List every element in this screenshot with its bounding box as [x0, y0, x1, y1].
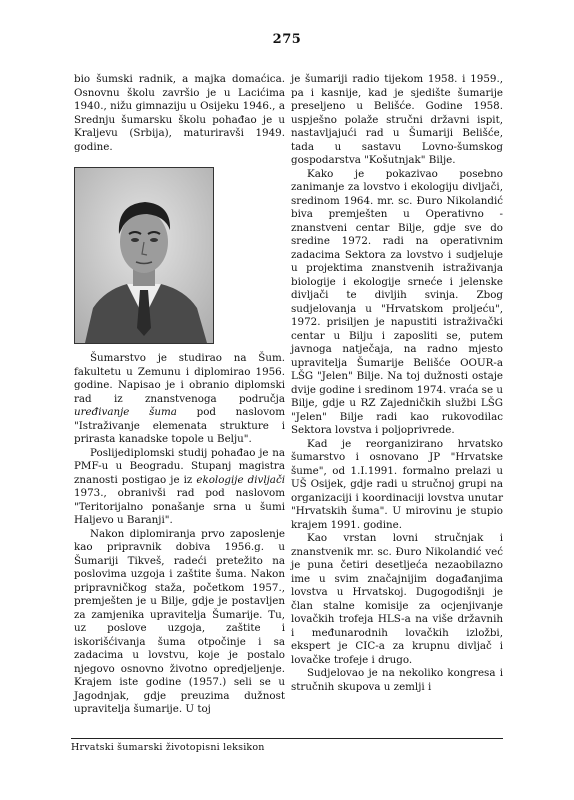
left-column	[74, 73, 285, 717]
footer-rule	[71, 738, 503, 739]
text-run: pod naslovom "Istraživanje elemenata strukture i prirasta kanadske topole u Belju".	[74, 406, 286, 445]
text-run: Poslijediplomski studij pohađao je na PMF-u u Beogradu. Stupanj magistra znanosti postigao je iz	[74, 446, 285, 486]
footer-title: Hrvatski šumarski životopisni leksikon	[71, 742, 265, 753]
emphasis-text: ekologije divljači	[196, 473, 286, 486]
text-run: Šumarstvo je studirao na Šum. fakultetu u Zemunu i diplomirao 1956. godine. Napisao je i obranio diplomski rad iz znanstvenoga područja	[74, 352, 285, 405]
right-paragraph-expert: Kao vrstan lovni stručnjak i znanstvenik mr. sc. Đuro Nikolandić već je puna četiri desetljeća nezaobilazno ime u svim značajnijim događanjima lovstva u Hrvatskoj. Dugogodišnji je član stalne komisije za ocjenjivanje lovačkih trofeja HLS-a na više državnih i međunarodnih lovačkih izložbi, ekspert je CIC-a za krupnu divljač i lovačke trofeje i drugo.	[291, 532, 503, 666]
right-column	[291, 73, 503, 694]
left-paragraph-career: Nakon diplomiranja prvo zaposlenje kao pripravnik dobiva 1956.g. u Šumariji Tikveš, radeći pretežito na poslovima uzgoja i zaštite šuma. Nakon pripravničkog staža, početkom 1957., premješten je u Bilje, gdje je postavljen za zamjenika upravitelja Šumarije. Tu, uz poslove uzgoja, zaštite i iskorišćivanja šuma otpočinje i sa zadacima u lovstvu, koje je postalo njegovo osnovno životno opredjeljenje. Krajem iste godine (1957.) seli se u Jagodnjak, gdje preuzima dužnost upravitelja šumarije. U toj	[74, 527, 285, 715]
left-paragraph-intro: bio šumski radnik, a majka domaćica. Osnovnu školu završio je u Lacićima 1940., nižu gimnaziju u Osijeku 1946., a Srednju šumarsku školu pohađao je u Kraljevu (Srbija), maturiravši 1949. godine.	[74, 73, 285, 153]
page-number: 275	[272, 32, 302, 47]
right-paragraph-continuation: je šumariji radio tijekom 1958. i 1959., pa i kasnije, kad je sjedište šumarije preseljeno u Belišće. Godine 1958. uspješno polaže stručni državni ispit, nastavljajući rad u Šumariji Belišće, tada u sastavu Lovno-šumskog gospodarstva "Košutnjak" Bilje.	[291, 73, 503, 166]
left-paragraph-postgraduate	[74, 447, 285, 528]
right-paragraph-reorganization: Kad je reorganizirano hrvatsko šumarstvo i osnovano JP "Hrvatske šume", od 1.I.1991. formalno prelazi u UŠ Osijek, gdje radi u stručnoj grupi na organizaciji i koordinaciji lovstva unutar "Hrvatskih šuma". U mirovinu je stupio krajem 1991. godine.	[291, 437, 503, 531]
right-paragraph-congresses: Sudjelovao je na nekoliko kongresa i stručnih skupova u zemlji i	[291, 667, 503, 693]
portrait-image	[75, 168, 213, 343]
right-paragraph-hunting: Kako je pokazivao posebno zanimanje za lovstvo i ekologiju divljači, sredinom 1964. mr. sc. Đuro Nikolandić biva premješten u Operativno - znanstveni centar Bilje, gdje sve do sredine 1972. radi na operativnim zadacima Sektora za lovstvo i sudjeluje u projektima znanstvenih istraživanja biologije i ekologije srneće i jelenske divljači te divljih svinja. Zbog sudjelovanja u "Hrvatskom proljeću", 1972. prisiljen je napustiti istraživački centar u Bilju i zaposliti se, putem javnoga natječaja, na radno mjesto upravitelja Šumarije Belišće OOUR-a LŠG "Jelen" Bilje. Na toj dužnosti ostaje dvije godine i sredinom 1974. vraća se u Bilje, gdje u RZ Zajedničkih službi LŠG "Jelen" Bilje radi kao rukovodilac Sektora lovstva i poljoprivrede.	[291, 167, 503, 436]
portrait-photo	[74, 167, 214, 344]
text-run: 1973., obranivši rad pod naslovom "Teritorijalno ponašanje srna u šumi Haljevo u Baranji".	[74, 487, 285, 526]
emphasis-text: uređivanje šuma	[74, 406, 177, 418]
left-paragraph-studies	[74, 352, 285, 447]
